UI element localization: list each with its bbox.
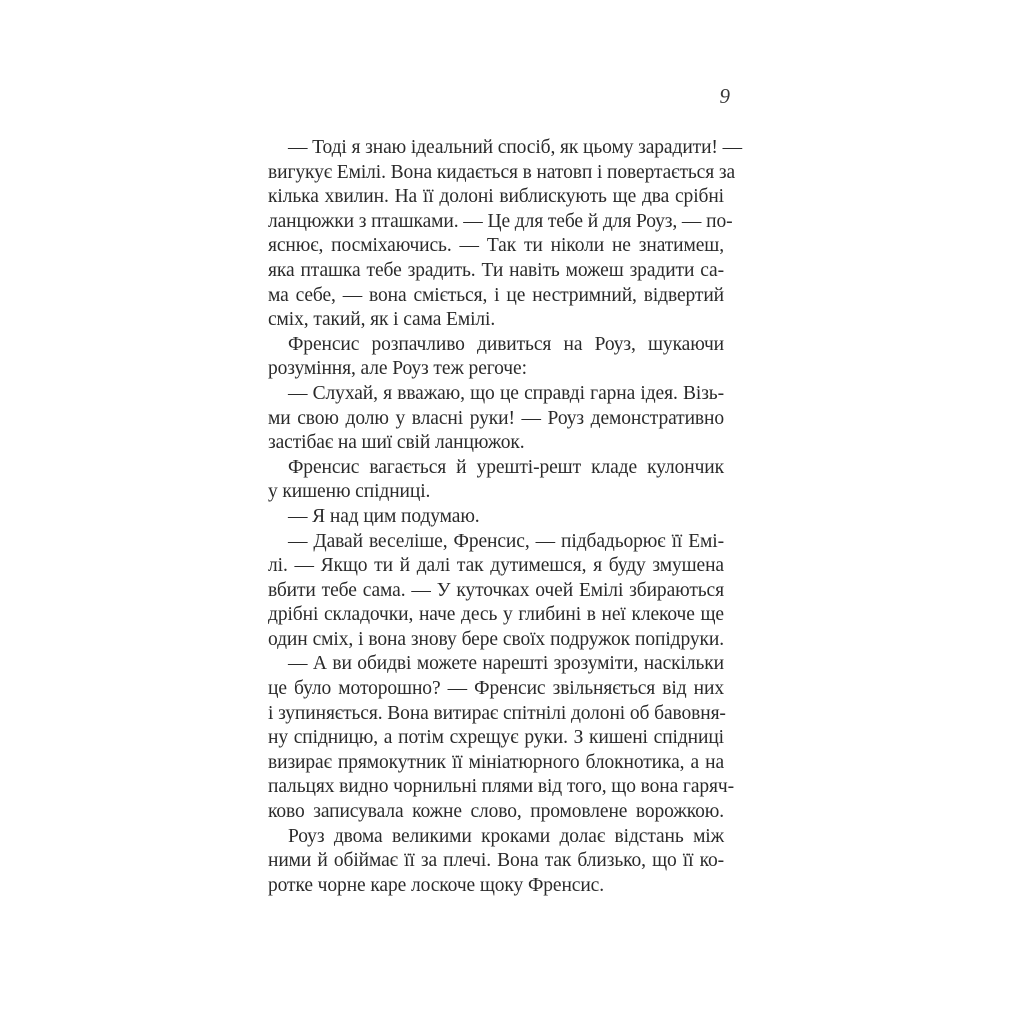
text-line: ними й обіймає її за плечі. Вона так близько, що її ко- xyxy=(268,850,724,872)
text-line: лі. — Якщо ти й далі так дутимешся, я буду змушена xyxy=(268,555,724,577)
paragraph xyxy=(268,136,742,333)
text-line: сміх, такий, як і сама Емілі. xyxy=(268,309,496,331)
text-line: — Я над цим подумаю. xyxy=(288,505,480,527)
body-text xyxy=(268,136,742,898)
paragraph xyxy=(268,505,724,530)
text-line: застібає на шиї свій ланцюжок. xyxy=(268,432,525,454)
text-line: це було моторошно? — Френсис звільняється від них xyxy=(268,678,724,700)
text-line: Френсис вагається й урешті-решт кладе кулончик xyxy=(288,456,724,478)
text-line: яка пташка тебе зрадить. Ти навіть можеш зрадити са- xyxy=(268,259,724,281)
text-line: у кишеню спідниці. xyxy=(268,481,431,503)
text-line: ково записувала кожне слово, промовлене ворожкою. xyxy=(268,801,724,823)
paragraph xyxy=(268,333,724,382)
text-line: визирає прямокутник її мініатюрного блокнотика, а на xyxy=(268,751,724,773)
text-line: яснює, посміхаючись. — Так ти ніколи не знатимеш, xyxy=(268,235,724,257)
text-line: розуміння, але Роуз теж регоче: xyxy=(268,358,527,380)
text-line: ланцюжки з пташками. — Це для тебе й для Роуз, — по- xyxy=(268,210,733,232)
text-line: пальцях видно чорнильні плями від того, що вона гаряч- xyxy=(268,776,735,798)
text-line: — Слухай, я вважаю, що це справді гарна ідея. Візь- xyxy=(288,382,724,404)
text-line: — Тоді я знаю ідеальний спосіб, як цьому зарадити! — xyxy=(288,137,742,158)
text-line: — А ви обидві можете нарешті зрозуміти, наскільки xyxy=(288,653,724,675)
text-line: кілька хвилин. На її долоні виблискують ще два срібні xyxy=(268,186,724,208)
paragraph xyxy=(268,382,724,456)
paragraph xyxy=(268,652,735,824)
page-number: 9 xyxy=(719,84,730,108)
text-line: дрібні складочки, наче десь у глибині в неї клекоче ще xyxy=(268,604,724,626)
paragraph xyxy=(268,530,724,653)
text-line: ми свою долю у власні руки! — Роуз демонстративно xyxy=(268,407,724,429)
text-line: один сміх, і вона знову бере своїх подружок попідруки. xyxy=(268,628,724,650)
text-line: ротке чорне каре лоскоче щоку Френсис. xyxy=(268,874,605,896)
text-line: вигукує Емілі. Вона кидається в натовп і повертається за xyxy=(268,161,736,183)
text-line: ну спідницю, а потім схрещує руки. З кишені спідниці xyxy=(268,727,724,749)
text-line: і зупиняється. Вона витирає спітнілі долоні об бавовня- xyxy=(268,702,726,724)
text-line: ма себе, — вона сміється, і це нестримний, відвертий xyxy=(268,284,724,306)
paragraph xyxy=(268,456,724,505)
text-line: — Давай веселіше, Френсис, — підбадьорює її Емі- xyxy=(288,530,724,552)
text-line: вбити тебе сама. — У куточках очей Емілі збираються xyxy=(268,579,724,601)
text-line: Роуз двома великими кроками долає відстань між xyxy=(288,825,724,847)
text-line: Френсис розпачливо дивиться на Роуз, шукаючи xyxy=(288,333,724,355)
paragraph xyxy=(268,825,724,899)
